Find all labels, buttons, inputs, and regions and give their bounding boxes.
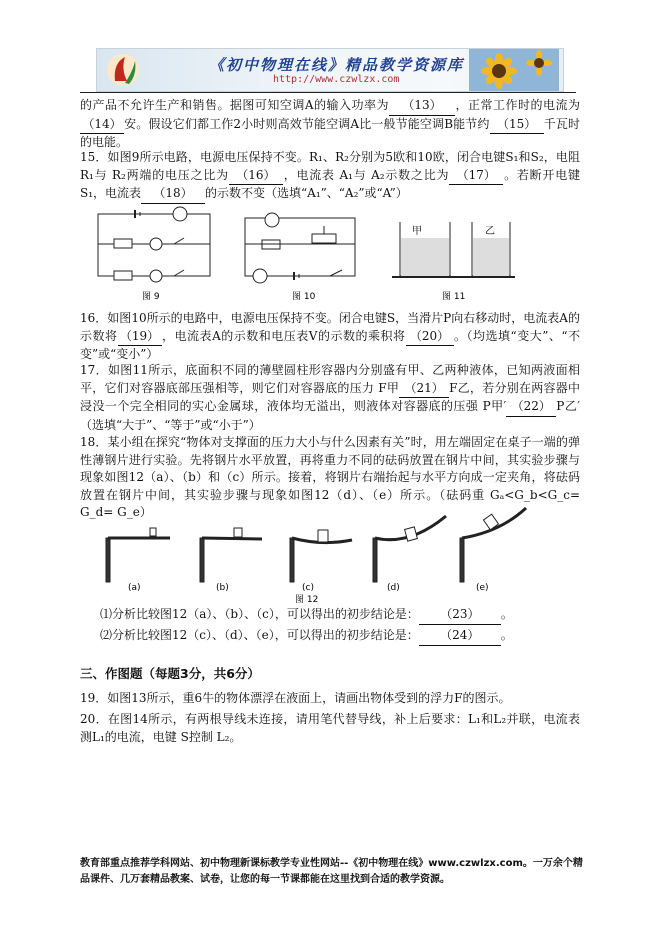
blank-18[interactable]: （18） (141, 185, 205, 204)
fig12-sub-d: (d) (387, 583, 400, 593)
section-3-heading: 三、作图题（每题3分，共6分） (80, 666, 260, 681)
question-18-part1: ⑴分析比较图12（a）、（b）、（c），可以得出的初步结论是： （23） 。 (100, 606, 580, 625)
site-logo-icon (103, 51, 143, 89)
fig10-caption: 图 10 (292, 292, 316, 302)
fig11-label-jia: 甲 (412, 226, 422, 237)
question-16: 16．如图10所示的电路中，电源电压保持不变。闭合电键S，当滑片P向右移动时，电流表A的示数将 （19） ，电流表A的示数和电压表V的示数的乘积将 （20） 。（均选填“变大”、“不变”或“变小”） (80, 311, 580, 361)
figure-12-steel-sheets (90, 506, 580, 604)
sunflower-icon (469, 49, 559, 91)
blank-16[interactable]: （16） (229, 167, 283, 186)
question-18: 18．某小组在探究“物体对支撑面的压力大小与什么因素有关”时，用左端固定在桌子一端的弹性薄钢片进行实验。先将钢片水平放置，再将重力不同的砝码放置在钢片中间，其实验步骤与现象如图12（a）、（b）和（c）所示。接着，将钢片右端抬起与水平方向成一定夹角，将砝码放置在钢片中间，其实验步骤与现象如图12（d）、（e）所示。（砝码重 Gₐ<G_b<G_c= G_d= G_e） (80, 435, 580, 519)
fig12-sub-a: (a) (128, 583, 141, 593)
fig9-caption: 图 9 (142, 292, 160, 302)
footer-note: 教育部重点推荐学科网站、初中物理新课标教学专业性网站--《初中物理在线》www.czwlzx.com。一万余个精品课件、几万套精品教案、试卷，让您的每一节课都能在这里找到合适的教学资源。 (80, 858, 583, 885)
fig12-caption: 图 12 (295, 595, 319, 604)
question-19: 19．如图13所示，重6牛的物体漂浮在液面上，请画出物体受到的浮力F的图示。 (80, 691, 511, 705)
banner-url[interactable]: http://www.czwlzx.com (273, 74, 400, 85)
figure-10-circuit (245, 213, 355, 283)
fig12-sub-b: (b) (216, 583, 229, 593)
question-17: 17．如图11所示，底面积不同的薄壁圆柱形容器内分别盛有甲、乙两种液体，已知两液面相平，它们对容器底部压强相等，则它们对容器底的压力 F甲 （21） F乙，若分别在两容器中浸没一个完全相同的实心金属球，液体均无溢出，则液体对容器底的压强 P甲′ （22） P乙′（选填“大于”、“等于”或“小于”） (80, 363, 580, 432)
fig12-sub-e: (e) (476, 583, 489, 593)
blank-20[interactable]: （20） (406, 328, 454, 347)
figures-9-10-11 (80, 204, 580, 308)
header-banner (96, 48, 564, 92)
fig12-sub-c: (c) (302, 583, 314, 593)
question-18-part2: ⑵分析比较图12（c）、（d）、（e），可以得出的初步结论是： （24） 。 (100, 627, 580, 646)
blank-22[interactable]: （22） (506, 398, 556, 417)
figure-11-containers (392, 222, 515, 277)
question-15: 15．如图9所示电路，电源电压保持不变。R₁、R₂分别为5欧和10欧，闭合电键S₁和S₂，电阻 R₁与 R₂两端的电压之比为 （16） ，电流表 A₁与 A₂示数之比为 （17） 。若断开电键 S₁，电流表 （18） 的示数不变（选填“A₁”、“A₂”或“A”） (80, 149, 580, 204)
question-20: 20．在图14所示，有两根导线未连接，请用笔代替导线，补上后要求：L₁和L₂并联，电流表测L₁的电流，电键 S控制 L₂。 (80, 712, 580, 744)
blank-24[interactable]: （24） (419, 627, 501, 646)
paragraph-14-cont: 的产品不允许生产和销售。据图可知空调A的输入功率为 （13） ，正常工作时的电流为（14） 安。假设它们都工作2小时则高效节能空调A比一般节能空调B能节约 （15） 千瓦时的电能。 (80, 98, 580, 149)
fig11-label-yi: 乙 (485, 226, 495, 237)
blank-14[interactable]: （14） (80, 116, 124, 135)
blank-17[interactable]: （17） (449, 167, 503, 186)
blank-21[interactable]: （21） (399, 380, 449, 399)
figure-9-circuit (98, 207, 210, 282)
blank-15[interactable]: （15） (490, 116, 544, 135)
blank-23[interactable]: （23） (419, 606, 501, 625)
banner-title: 《初中物理在线》精品教学资源库 (209, 56, 465, 74)
header-rule (80, 92, 576, 93)
fig11-caption: 图 11 (442, 292, 466, 302)
blank-19[interactable]: （19） (118, 328, 162, 347)
blank-13[interactable]: （13） (389, 97, 455, 116)
